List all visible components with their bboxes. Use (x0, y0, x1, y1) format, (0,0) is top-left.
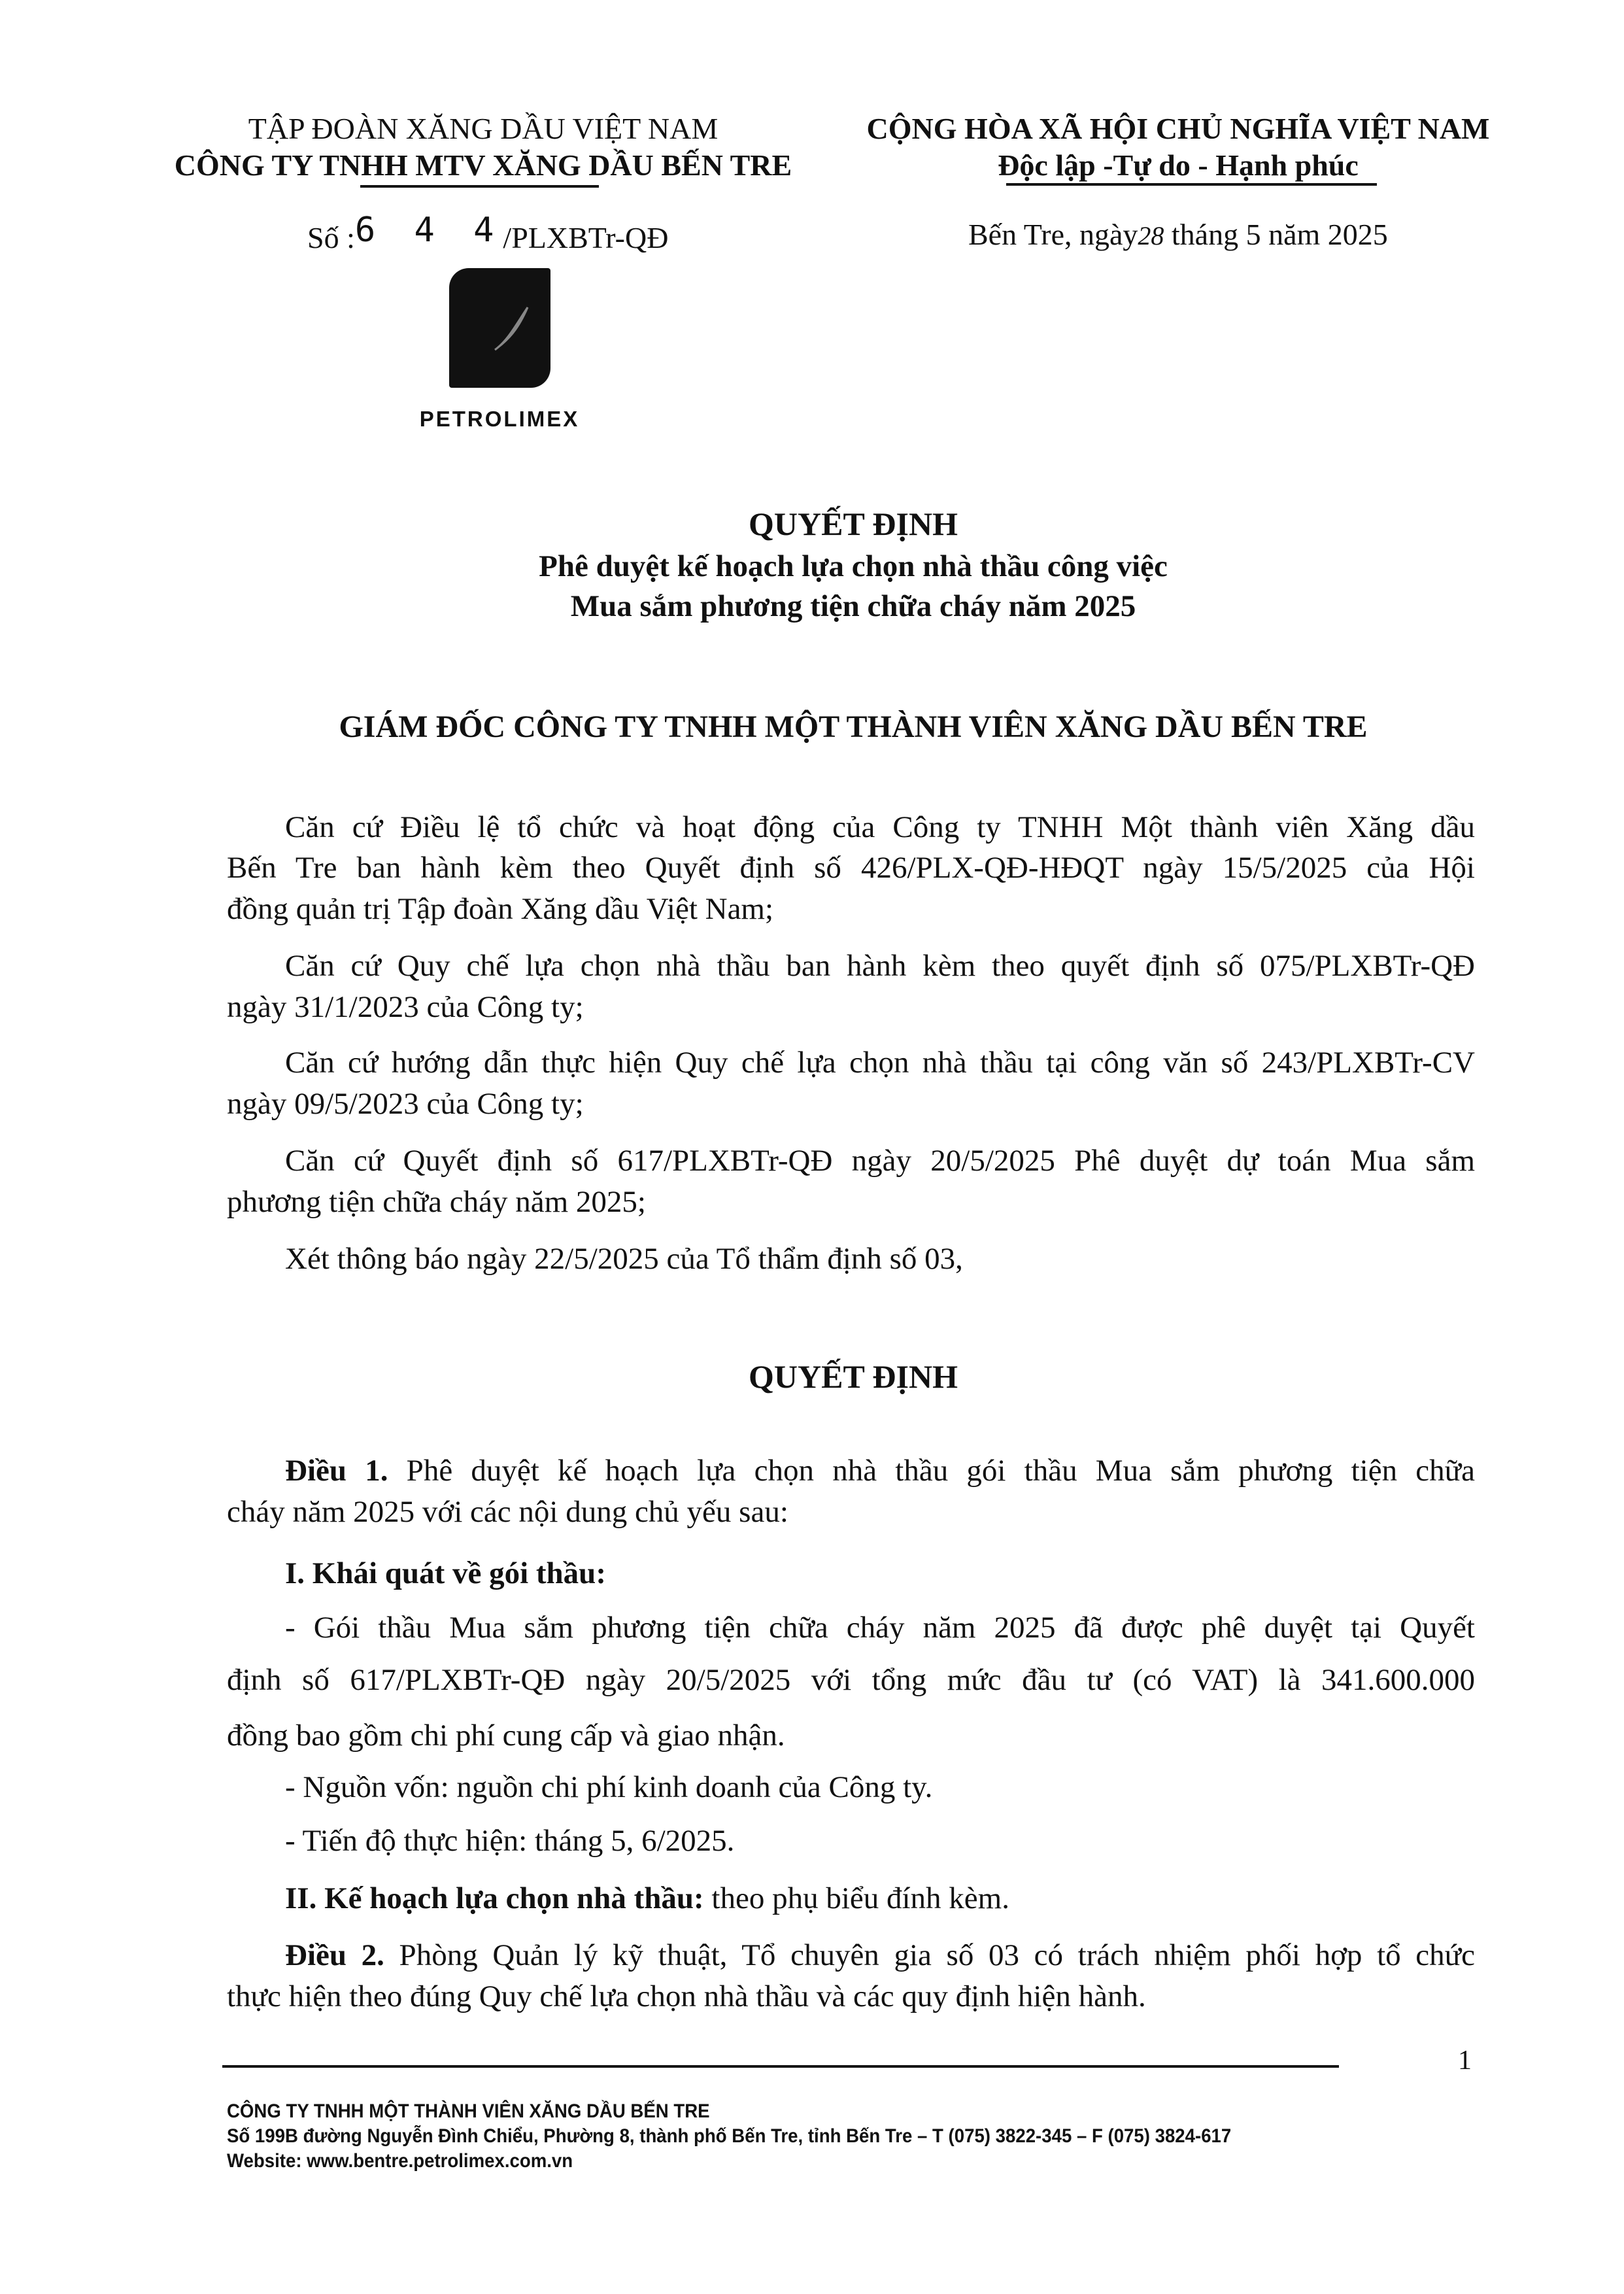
doc-no-handwritten: 6 4 4 (354, 211, 503, 250)
section-1-item: - Gói thầu Mua sắm phương tiện chữa cháy năm 2025 đã được phê duyệt tại Quyết (285, 1611, 1475, 1645)
company-underline (360, 185, 599, 188)
footer-company: CÔNG TY TNHH MỘT THÀNH VIÊN XĂNG DẦU BẾN TRE (227, 2100, 710, 2122)
section-1-item: đồng bao gồm chi phí cung cấp và giao nhận. (227, 1719, 785, 1753)
article-2-line: thực hiện theo đúng Quy chế lựa chọn nhà thầu và các quy định hiện hành. (227, 1979, 1146, 2013)
section-1-item: - Tiến độ thực hiện: tháng 5, 6/2025. (285, 1824, 735, 1858)
basis-line: ngày 09/5/2023 của Công ty; (227, 1087, 584, 1121)
title-line-1: Phê duyệt kế hoạch lựa chọn nhà thầu công việc (539, 549, 1168, 583)
basis-line: Căn cứ hướng dẫn thực hiện Quy chế lựa chọn nhà thầu tại công văn số 243/PLXBTr-CV (285, 1046, 1475, 1080)
footer-website: Website: www.bentre.petrolimex.com.vn (227, 2150, 573, 2172)
decision-heading: QUYẾT ĐỊNH (749, 1358, 958, 1395)
article-1-text: Phê duyệt kế hoạch lựa chọn nhà thầu gói thầu Mua sắm phương tiện chữa (388, 1454, 1476, 1488)
basis-line: đồng quản trị Tập đoàn Xăng dầu Việt Nam; (227, 892, 774, 926)
article-1-label: Điều 1. (285, 1454, 388, 1488)
basis-line: ngày 31/1/2023 của Công ty; (227, 990, 584, 1024)
article-2-label: Điều 2. (285, 1938, 384, 1972)
flame-icon (449, 268, 550, 388)
authority-heading: GIÁM ĐỐC CÔNG TY TNHH MỘT THÀNH VIÊN XĂNG DẦU BẾN TRE (339, 710, 1368, 744)
date-prefix: Bến Tre, ngày (968, 218, 1138, 251)
section-2-text: theo phụ biểu đính kèm. (703, 1881, 1009, 1915)
document-number (307, 211, 669, 254)
basis-line: Căn cứ Quy chế lựa chọn nhà thầu ban hành kèm theo quyết định số 075/PLXBTr-QĐ (285, 949, 1475, 983)
doc-no-prefix: Số : (307, 221, 355, 254)
section-2-line (285, 1883, 1475, 1916)
date-suffix: tháng 5 năm 2025 (1171, 218, 1388, 251)
title-line-2: Mua sắm phương tiện chữa cháy năm 2025 (570, 589, 1136, 623)
petrolimex-logo (449, 268, 550, 388)
logo-text: PETROLIMEX (419, 407, 580, 431)
article-1-line (285, 1456, 1475, 1488)
article-2-text: Phòng Quản lý kỹ thuật, Tổ chuyên gia số 03 có trách nhiệm phối hợp tổ chức (384, 1938, 1476, 1972)
section-2-heading: II. Kế hoạch lựa chọn nhà thầu: (285, 1881, 704, 1915)
basis-line: Bến Tre ban hành kèm theo Quyết định số 426/PLX-QĐ-HĐQT ngày 15/5/2025 của Hội (227, 851, 1475, 885)
basis-line: Xét thông báo ngày 22/5/2025 của Tổ thẩm định số 03, (285, 1242, 963, 1276)
article-1-line: cháy năm 2025 với các nội dung chủ yếu sau: (227, 1495, 788, 1529)
doc-no-suffix: /PLXBTr-QĐ (503, 221, 669, 254)
footer-rule (222, 2065, 1339, 2068)
basis-line: Căn cứ Điều lệ tổ chức và hoạt động của Công ty TNHH Một thành viên Xăng dầu (285, 810, 1475, 844)
basis-line: phương tiện chữa cháy năm 2025; (227, 1185, 646, 1219)
national-motto: Độc lập -Tự do - Hạnh phúc (998, 148, 1359, 182)
section-1-item: định số 617/PLXBTr-QĐ ngày 20/5/2025 với tổng mức đầu tư (có VAT) là 341.600.000 (227, 1663, 1475, 1697)
company-name: CÔNG TY TNHH MTV XĂNG DẦU BẾN TRE (174, 148, 792, 182)
document-type: QUYẾT ĐỊNH (749, 505, 958, 542)
document-date (968, 220, 1388, 250)
page-number: 1 (1458, 2046, 1472, 2076)
section-1-heading: I. Khái quát về gói thầu: (285, 1556, 606, 1590)
section-1-item: - Nguồn vốn: nguồn chi phí kinh doanh của Công ty. (285, 1770, 933, 1804)
footer-address: Số 199B đường Nguyễn Đình Chiểu, Phường 8, thành phố Bến Tre, tỉnh Bến Tre – T (075) 3822-345 – F (075) 3824-617 (227, 2125, 1232, 2147)
article-2-line (285, 1940, 1475, 1973)
date-day-handwritten: 28 (1138, 221, 1164, 250)
parent-org: TẬP ĐOÀN XĂNG DẦU VIỆT NAM (248, 112, 719, 145)
basis-line: Căn cứ Quyết định số 617/PLXBTr-QĐ ngày 20/5/2025 Phê duyệt dự toán Mua sắm (285, 1144, 1475, 1178)
nation-title: CỘNG HÒA XÃ HỘI CHỦ NGHĨA VIỆT NAM (866, 112, 1490, 145)
motto-underline (1006, 183, 1377, 186)
